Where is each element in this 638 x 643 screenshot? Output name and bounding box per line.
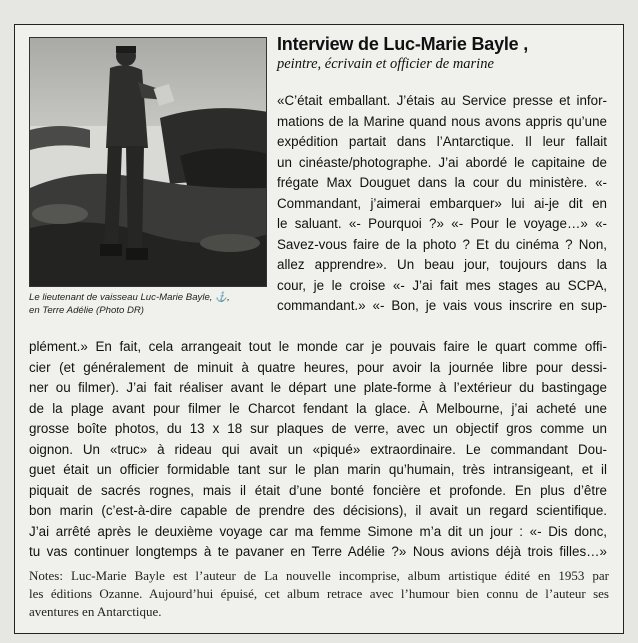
text-line: cour, je le croise «- J’ai fait mes stages au SCPA, <box>277 277 607 293</box>
article-notes <box>29 567 609 621</box>
notes-line: les éditions Ozanne. Aujourd’hui épuisé, cet album retrace avec l’humour bien connu de l’auteur ses <box>29 586 609 601</box>
photo-caption <box>29 291 269 317</box>
photo-illustration <box>30 38 267 287</box>
text-line: expédition partait dans l’Antarctique. Il leur fallait <box>277 134 607 149</box>
text-line: Commandant, j’aimerai embarquer» lui ai-je dit en <box>277 195 607 211</box>
text-line: allez apprendre». Un beau jour, toujours dans la <box>277 257 607 272</box>
article-photo <box>29 37 267 287</box>
interview-full-text <box>29 337 607 563</box>
text-line: cier (et généralement de minuit à quatre heures, pour avoir la journée libre pour dessi- <box>29 359 607 375</box>
text-line: plément.» En fait, cela arrangeait tout le monde car je pouvais faire le quart comme offi- <box>29 339 607 354</box>
notes-line: Notes: Luc-Marie Bayle est l’auteur de La nouvelle incomprise, album artistique édité en 1953 par <box>29 568 609 583</box>
text-line: guet était un officier formidable tant sur le plan marin qu’humain, très intransigeant, et il <box>29 462 607 477</box>
text-line: de la plage avant pour filmer le Charcot fendant la glace. À Melbourne, j’ai acheté une <box>29 400 607 416</box>
interview-column-text <box>277 91 607 317</box>
text-line: Savez-vous faire de la photo ? Et du cinéma ? Non, <box>277 236 607 252</box>
text-line: «C’était emballant. J’étais au Service presse et infor- <box>277 93 607 108</box>
article-subtitle: peintre, écrivain et officier de marine <box>277 56 494 72</box>
article-title: Interview de Luc-Marie Bayle , <box>277 34 529 54</box>
text-line: le saluant. «- Pourquoi ?» «- Pour le voyage…» «- <box>277 216 607 231</box>
text-line: grosse boîte photos, du 13 x 18 sur plaques de verre, avec un objectif gros comme un <box>29 421 607 436</box>
text-line: oignon. Un «truc» à rideau qui avait un «piqué» extraordinaire. Le commandant Dou- <box>29 441 607 457</box>
text-line: frégate Max Douguet dans la cour du ministère. «- <box>277 175 607 190</box>
text-line: tu vas continuer longtemps à te pavaner en Terre Adélie ?» Nous avions déjà trois filles…» <box>29 544 607 559</box>
article-box <box>14 24 624 634</box>
text-line: J’ai arrêté après le deuxième voyage car ma femme Simone m’a dit un jour : «- Dis donc, <box>29 523 607 539</box>
notes-line: aventures en Antarctique. <box>29 604 162 619</box>
text-line: mations de la Marine quand nous avons appris qu’une <box>277 113 607 129</box>
text-line: commandant.» «- Bon, je vais vous inscrire en sup- <box>277 298 607 313</box>
text-line: piquait de sacrés rognes, mais il était d’une bonté foncière et profonde. En plus d’être <box>29 482 607 498</box>
text-line: bon marin (c’est-à-dire capable de prendre des décisions), il avait un regard scientifique. <box>29 503 607 518</box>
photo-caption-line: Le lieutenant de vaisseau Luc-Marie Bayle, ⚓, <box>29 292 230 303</box>
photo-caption-line: en Terre Adélie (Photo DR) <box>29 305 145 316</box>
text-line: ner ou filmer). J’ai fait réaliser avant le départ une plate-forme à l’extérieur du bastingage <box>29 380 607 395</box>
text-line: un cinéaste/photographe. J’ai abordé le capitaine de <box>277 154 607 170</box>
